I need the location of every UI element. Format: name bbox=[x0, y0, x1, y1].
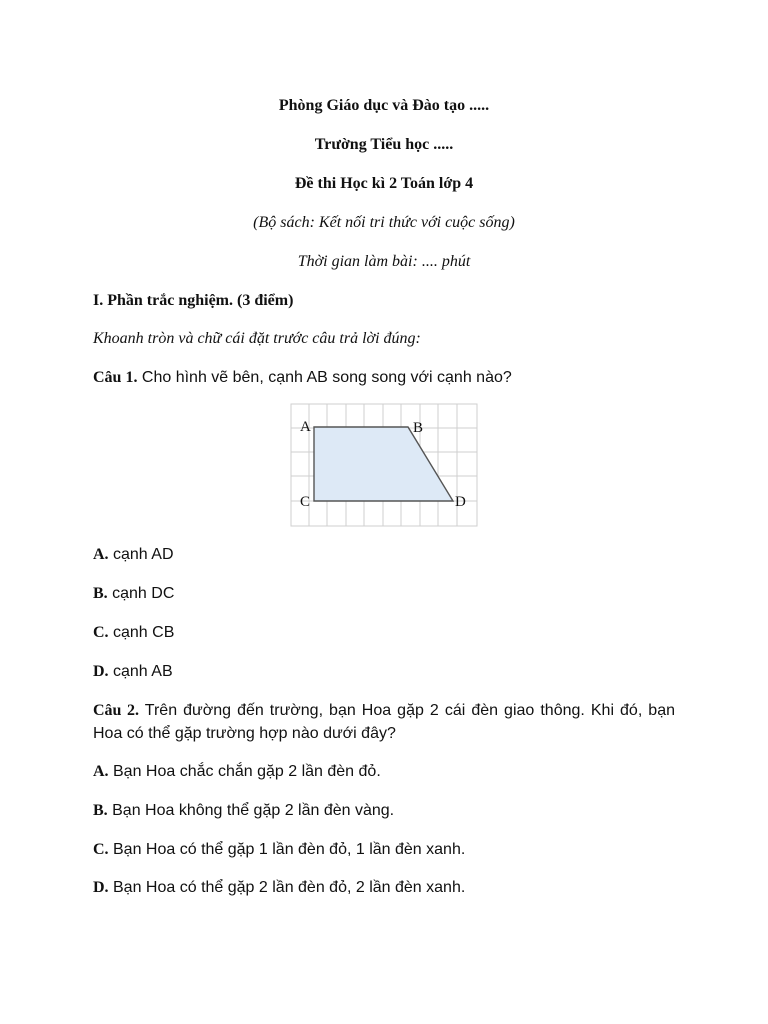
option-text: Bạn Hoa có thể gặp 2 lần đèn đỏ, 2 lần đèn xanh. bbox=[108, 879, 466, 896]
question-1-option-b[interactable] bbox=[93, 583, 675, 605]
vertex-label-a: A bbox=[300, 419, 311, 435]
option-text: Bạn Hoa chắc chắn gặp 2 lần đèn đỏ. bbox=[108, 763, 381, 780]
school-heading: Trường Tiểu học ..... bbox=[314, 136, 454, 153]
department-heading: Phòng Giáo dục và Đào tạo ..... bbox=[278, 97, 490, 114]
question-2-option-c[interactable] bbox=[93, 839, 675, 861]
question-1-option-a[interactable] bbox=[93, 544, 675, 566]
option-letter: D. bbox=[93, 663, 109, 680]
option-letter: B. bbox=[93, 802, 108, 819]
time-limit-note: Thời gian làm bài: .... phút bbox=[297, 253, 471, 270]
book-series-note: (Bộ sách: Kết nối tri thức với cuộc sống) bbox=[253, 214, 515, 231]
option-letter: B. bbox=[93, 585, 108, 602]
question-1-label: Câu 1. bbox=[93, 369, 138, 386]
option-text: cạnh DC bbox=[107, 585, 175, 602]
question-1-text: Cho hình vẽ bên, cạnh AB song song với cạnh nào? bbox=[137, 369, 512, 386]
vertex-label-d: D bbox=[455, 494, 466, 510]
option-text: cạnh AD bbox=[108, 546, 174, 563]
trapezoid-shape bbox=[314, 427, 453, 501]
option-text: cạnh AB bbox=[108, 663, 173, 680]
vertex-label-b: B bbox=[413, 420, 424, 436]
trapezoid-figure bbox=[288, 402, 480, 528]
question-2-text: Trên đường đến trường, bạn Hoa gặp 2 cái đèn giao thông. Khi đó, bạn Hoa có thể gặp trường hợp nào dưới đây? bbox=[93, 702, 676, 742]
question-1 bbox=[93, 367, 675, 389]
question-2-option-a[interactable] bbox=[93, 761, 675, 783]
question-2-option-d[interactable] bbox=[93, 877, 675, 899]
option-text: Bạn Hoa có thể gặp 1 lần đèn đỏ, 1 lần đèn xanh. bbox=[108, 841, 466, 858]
option-letter: A. bbox=[93, 763, 109, 780]
question-2 bbox=[93, 699, 675, 745]
question-2-label: Câu 2. bbox=[93, 702, 140, 719]
vertex-label-c: C bbox=[300, 494, 311, 510]
section-heading: I. Phần trắc nghiệm. (3 điểm) bbox=[93, 292, 294, 309]
section-instruction: Khoanh tròn và chữ cái đặt trước câu trả lời đúng: bbox=[93, 330, 421, 347]
option-letter: A. bbox=[93, 546, 109, 563]
option-letter: D. bbox=[93, 879, 109, 896]
question-1-option-d[interactable] bbox=[93, 661, 675, 683]
option-text: Bạn Hoa không thể gặp 2 lần đèn vàng. bbox=[107, 802, 395, 819]
exam-title: Đề thi Học kì 2 Toán lớp 4 bbox=[294, 175, 474, 192]
option-text: cạnh CB bbox=[108, 624, 175, 641]
question-1-option-c[interactable] bbox=[93, 622, 675, 644]
option-letter: C. bbox=[93, 841, 109, 858]
option-letter: C. bbox=[93, 624, 109, 641]
question-2-option-b[interactable] bbox=[93, 800, 675, 822]
